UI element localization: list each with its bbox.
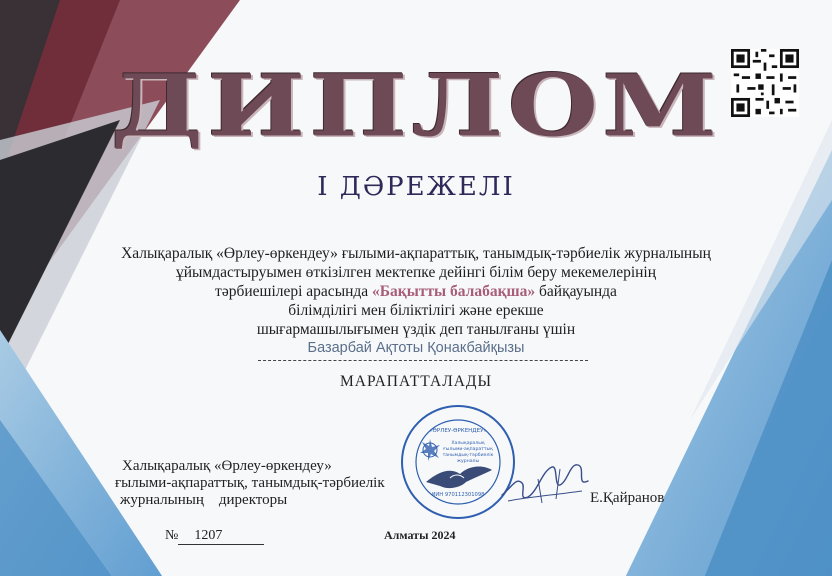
city-year: Алматы 2024 bbox=[384, 528, 456, 542]
body-line-2: ұйымдастыруымен өткізілген мектепке дейінгі білім беру мекемелерінің bbox=[175, 264, 657, 281]
seal-inner-line-2: ғылыми-ақпараттық bbox=[443, 447, 493, 452]
body-line-4: білімділігі мен біліктілігі және ерекше bbox=[288, 302, 544, 319]
signature-org-line-1: Халықаралық «Өрлеу-өркендеу» bbox=[122, 458, 332, 474]
signature-director-title: журналының директоры bbox=[120, 492, 288, 508]
seal-top-text: «ӨРЛЕУ-ӨРКЕНДЕУ» bbox=[429, 428, 487, 434]
seal-inn: ИИН 970112301098 bbox=[431, 492, 485, 498]
signature-org-line-2: ғылыми-ақпараттық, танымдық-тәрбиелік bbox=[115, 475, 385, 491]
body-line-3-end: байқауында bbox=[535, 283, 617, 300]
seal-inner-line-3: танымдық-тәрбиелік bbox=[442, 453, 494, 458]
seal-inner-line-1: Халықаралық bbox=[451, 441, 485, 446]
body-line-3 bbox=[0, 283, 832, 301]
director-name: Е.Қайранов bbox=[590, 490, 665, 506]
body-line-5: шығармашылығымен үздік деп танылғаны үшін bbox=[256, 321, 576, 338]
diploma-number bbox=[165, 528, 264, 545]
recipient-dashed-line bbox=[258, 360, 588, 361]
number-value: 1207 bbox=[178, 528, 264, 545]
contest-name: «Бақытты балабақша» bbox=[372, 283, 536, 300]
awarded-text: МАРАПАТТАЛАДЫ bbox=[340, 373, 492, 390]
body-line-3-start: тәрбиешілері арасында bbox=[215, 283, 373, 300]
bottom-margin bbox=[0, 576, 832, 588]
body-line-1: Халықаралық «Өрлеу-өркендеу» ғылыми-ақпараттық, танымдық-тәрбиелік журналының bbox=[121, 245, 711, 262]
director-signature bbox=[498, 457, 594, 509]
diploma-title: ДИПЛОМ bbox=[110, 55, 722, 156]
number-label: № bbox=[165, 528, 179, 543]
degree-heading: I ДӘРЕЖЕЛІ bbox=[317, 172, 515, 202]
seal-inner-line-4: журналы bbox=[456, 459, 480, 464]
recipient-name: Базарбай Ақтоты Қонакбайқызы bbox=[307, 340, 525, 356]
